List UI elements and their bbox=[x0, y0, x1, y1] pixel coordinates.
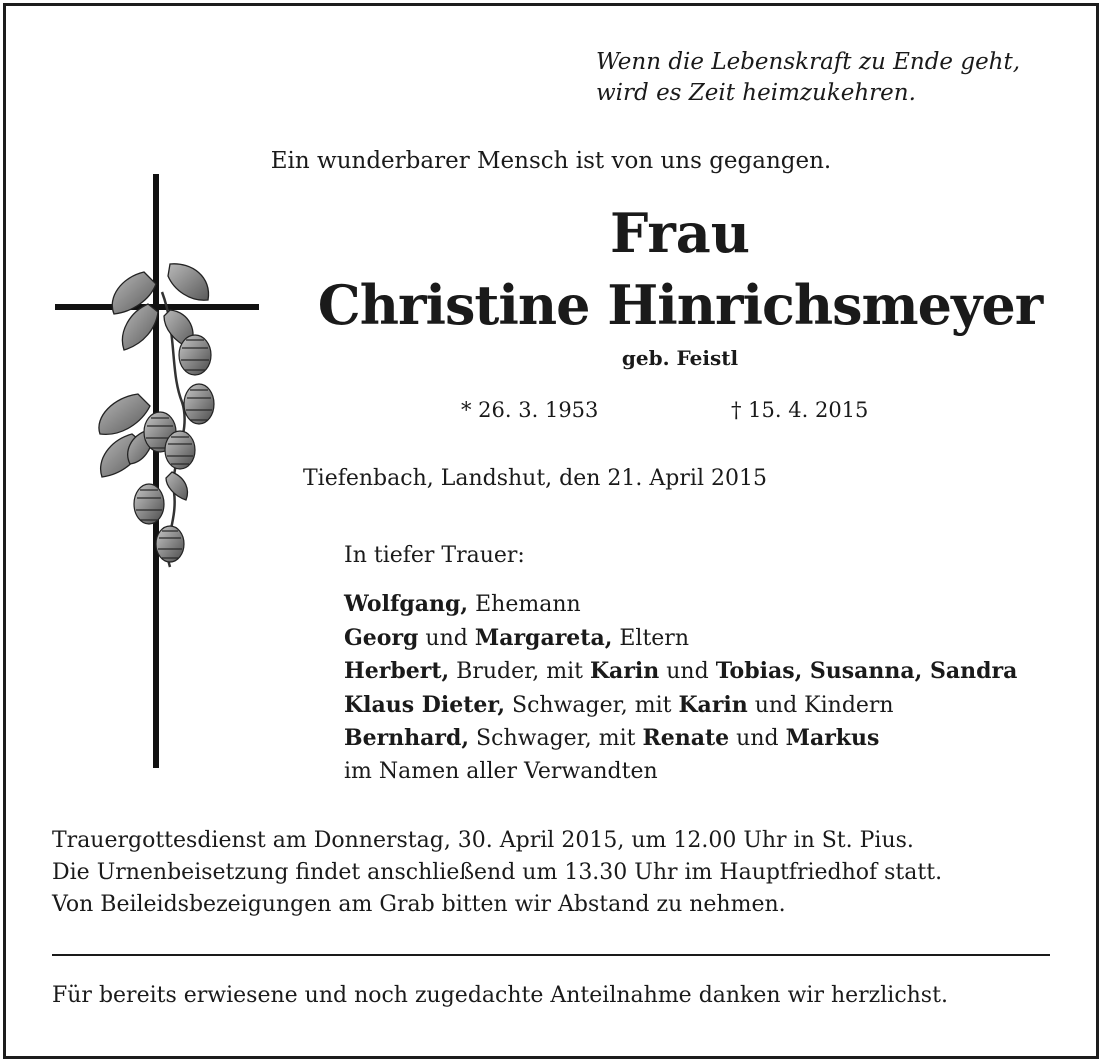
mourners-list bbox=[344, 588, 1017, 788]
mourner-relation: Eltern bbox=[612, 625, 689, 651]
maiden-name: geb. Feistl bbox=[621, 346, 739, 370]
place-date: Tiefenbach, Landshut, den 21. April 2015 bbox=[303, 466, 767, 491]
mourner-name: Markus bbox=[785, 725, 880, 751]
mourner-relation: und bbox=[418, 625, 475, 651]
mourner-relation: Schwager, mit bbox=[505, 692, 679, 718]
service-line-3: Von Beileidsbezeigungen am Grab bitten wir Abstand zu nehmen. bbox=[52, 892, 786, 917]
mourner-line bbox=[344, 622, 1017, 656]
mourner-name: Wolfgang, bbox=[344, 591, 469, 617]
intro-text: Ein wunderbarer Mensch ist von uns gegangen. bbox=[270, 148, 832, 174]
salutation: Frau bbox=[609, 201, 751, 265]
mourning-heading: In tiefer Trauer: bbox=[344, 543, 525, 568]
mourner-line bbox=[344, 756, 1017, 789]
mourner-name: Bernhard, bbox=[344, 725, 470, 751]
mourner-name: Herbert, bbox=[344, 658, 450, 684]
mourner-relation: Ehemann bbox=[468, 592, 581, 617]
divider bbox=[52, 954, 1050, 956]
mourner-name: Renate bbox=[642, 725, 730, 751]
mourner-name: Karin bbox=[589, 658, 660, 684]
motto bbox=[596, 47, 1020, 109]
motto-line-1: Wenn die Lebenskraft zu Ende geht, bbox=[596, 49, 1021, 75]
mourner-line bbox=[344, 655, 1017, 689]
mourner-relation: im Namen aller Verwandten bbox=[344, 758, 658, 784]
mourner-name: Margareta, bbox=[474, 624, 613, 651]
mourner-line bbox=[344, 588, 1017, 622]
mourner-name: Karin bbox=[678, 691, 748, 718]
service-info bbox=[52, 825, 942, 921]
service-line-1: Trauergottesdienst am Donnerstag, 30. April 2015, um 12.00 Uhr in St. Pius. bbox=[52, 828, 914, 853]
deceased-name: Christine Hinrichsmeyer bbox=[317, 273, 1043, 337]
cross-with-hops-icon bbox=[52, 172, 262, 772]
mourner-relation: und Kindern bbox=[747, 692, 894, 718]
mourner-name: Georg bbox=[344, 624, 419, 651]
thanks-text: Für bereits erwiesene und noch zugedachte Anteilnahme danken wir herzlichst. bbox=[52, 983, 948, 1008]
mourner-line bbox=[344, 722, 1017, 756]
mourner-name: Tobias, Susanna, Sandra bbox=[715, 658, 1018, 684]
mourner-relation: und bbox=[729, 726, 786, 751]
mourner-relation: und bbox=[659, 659, 716, 684]
birth-date: * 26. 3. 1953 bbox=[461, 398, 599, 422]
mourner-name: Klaus Dieter, bbox=[344, 691, 506, 718]
mourner-line bbox=[344, 689, 1017, 723]
mourner-relation: Bruder, mit bbox=[449, 659, 590, 684]
death-date: † 15. 4. 2015 bbox=[731, 398, 869, 422]
mourner-relation: Schwager, mit bbox=[469, 726, 643, 751]
motto-line-2: wird es Zeit heimzukehren. bbox=[596, 80, 916, 106]
service-line-2: Die Urnenbeisetzung findet anschließend um 13.30 Uhr im Hauptfriedhof statt. bbox=[52, 860, 943, 885]
